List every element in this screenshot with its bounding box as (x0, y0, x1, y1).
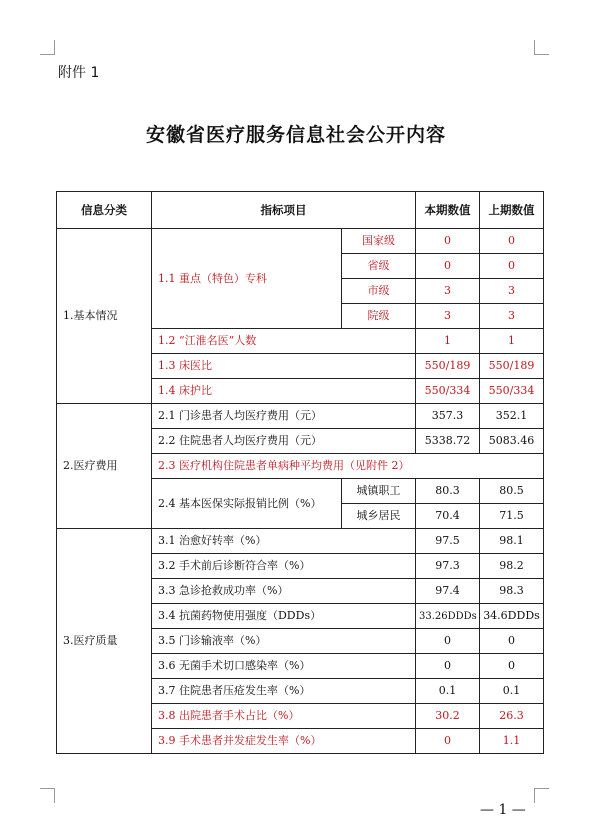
previous-value: 3 (480, 304, 544, 329)
previous-value: 71.5 (480, 504, 544, 529)
header-category: 信息分类 (57, 192, 152, 229)
current-value: 97.3 (416, 554, 480, 579)
indicator-label: 3.6 无菌手术切口感染率（%） (152, 654, 416, 679)
current-value: 3 (416, 279, 480, 304)
indicator-label: 2.4 基本医保实际报销比例（%） (152, 479, 342, 529)
header-previous: 上期数值 (480, 192, 544, 229)
previous-value: 0 (480, 229, 544, 254)
indicator-label: 3.2 手术前后诊断符合率（%） (152, 554, 416, 579)
current-value: 97.4 (416, 579, 480, 604)
current-value: 550/189 (416, 354, 480, 379)
previous-value: 34.6DDDs (480, 604, 544, 629)
previous-value: 0 (480, 654, 544, 679)
annex-label: 附件 1 (58, 65, 100, 81)
previous-value: 5083.46 (480, 429, 544, 454)
header-indicator: 指标项目 (152, 192, 416, 229)
table-row (57, 229, 544, 254)
crop-mark-top-right (534, 40, 549, 55)
specialty-level: 市级 (342, 279, 416, 304)
indicator-label: 3.3 急诊抢救成功率（%） (152, 579, 416, 604)
current-value: 80.3 (416, 479, 480, 504)
page-title: 安徽省医疗服务信息社会公开内容 (145, 124, 446, 146)
current-value: 550/334 (416, 379, 480, 404)
previous-value: 0.1 (480, 679, 544, 704)
indicator-label: 3.9 手术患者并发症发生率（%） (152, 729, 416, 754)
previous-value: 3 (480, 279, 544, 304)
category-quality: 3.医疗质量 (57, 529, 152, 754)
page-number: — 1 — (480, 802, 526, 818)
indicator-label: 3.8 出院患者手术占比（%） (152, 704, 416, 729)
indicator-label: 1.4 床护比 (152, 379, 416, 404)
indicator-label: 3.1 治愈好转率（%） (152, 529, 416, 554)
header-current: 本期数值 (416, 192, 480, 229)
table-row (57, 529, 544, 554)
current-value: 0 (416, 729, 480, 754)
previous-value: 80.5 (480, 479, 544, 504)
specialty-level: 省级 (342, 254, 416, 279)
header-row (57, 192, 544, 229)
indicator-label: 1.2 “江淮名医”人数 (152, 329, 416, 354)
insurance-type: 城镇职工 (342, 479, 416, 504)
current-value: 97.5 (416, 529, 480, 554)
current-value: 0 (416, 629, 480, 654)
current-value: 0 (416, 254, 480, 279)
indicator-label: 2.1 门诊患者人均医疗费用（元） (152, 404, 416, 429)
current-value: 0 (416, 654, 480, 679)
indicator-label: 1.1 重点（特色）专科 (152, 229, 342, 329)
current-value: 5338.72 (416, 429, 480, 454)
previous-value: 0 (480, 629, 544, 654)
previous-value: 550/189 (480, 354, 544, 379)
current-value: 0.1 (416, 679, 480, 704)
current-value: 357.3 (416, 404, 480, 429)
indicator-label: 3.7 住院患者压疮发生率（%） (152, 679, 416, 704)
current-value: 1 (416, 329, 480, 354)
current-value: 70.4 (416, 504, 480, 529)
indicator-label: 1.3 床医比 (152, 354, 416, 379)
current-value: 30.2 (416, 704, 480, 729)
previous-value: 98.2 (480, 554, 544, 579)
current-value: 0 (416, 229, 480, 254)
category-basic: 1.基本情况 (57, 229, 152, 404)
single-disease-cost-note: 2.3 医疗机构住院患者单病种平均费用（见附件 2） (152, 454, 544, 479)
previous-value: 98.3 (480, 579, 544, 604)
previous-value: 550/334 (480, 379, 544, 404)
previous-value: 352.1 (480, 404, 544, 429)
disclosure-table (56, 191, 544, 754)
table-row (57, 404, 544, 429)
previous-value: 98.1 (480, 529, 544, 554)
category-cost: 2.医疗费用 (57, 404, 152, 529)
indicator-label: 2.2 住院患者人均医疗费用（元） (152, 429, 416, 454)
indicator-label: 3.4 抗菌药物使用强度（DDDs） (152, 604, 416, 629)
current-value: 3 (416, 304, 480, 329)
indicator-label: 3.5 门诊输液率（%） (152, 629, 416, 654)
crop-mark-bottom-right (534, 788, 549, 803)
previous-value: 0 (480, 254, 544, 279)
previous-value: 26.3 (480, 704, 544, 729)
insurance-type: 城乡居民 (342, 504, 416, 529)
previous-value: 1 (480, 329, 544, 354)
crop-mark-bottom-left (40, 788, 55, 803)
specialty-level: 国家级 (342, 229, 416, 254)
crop-mark-top-left (40, 40, 55, 55)
specialty-level: 院级 (342, 304, 416, 329)
previous-value: 1.1 (480, 729, 544, 754)
current-value: 33.26DDDs (416, 604, 480, 629)
